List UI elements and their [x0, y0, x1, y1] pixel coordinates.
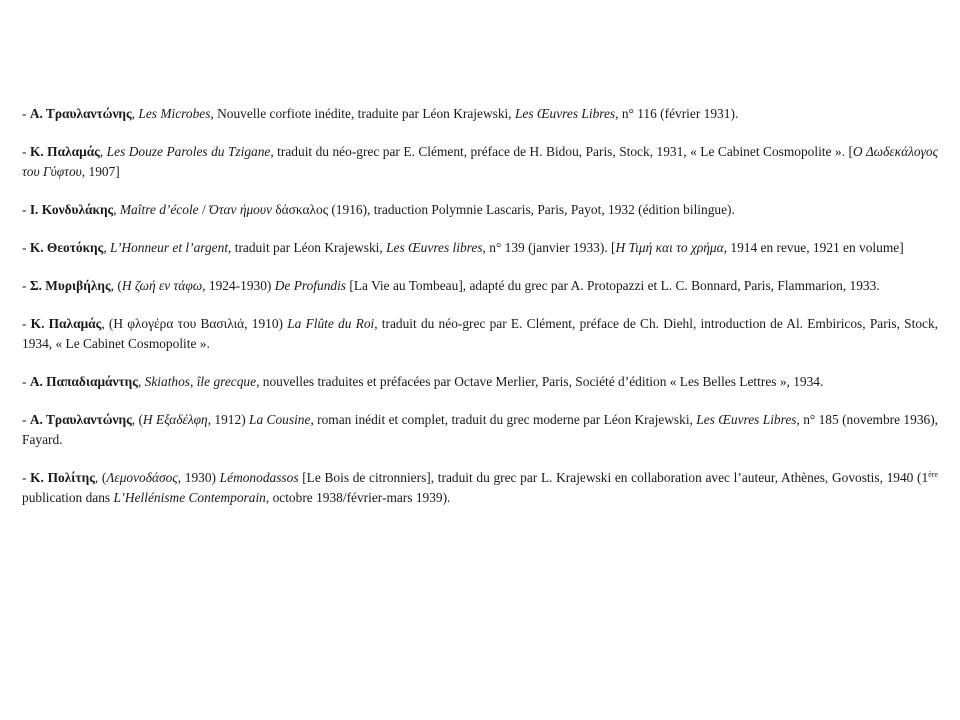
author-name: Κ. Θεοτόκης	[29, 240, 104, 255]
list-item: - Κ. Παλαμάς, Les Douze Paroles du Tzigane, traduit du néo-grec par E. Clément, préface de H. Bidou, Paris, Stock, 1931, « Le Cabinet Cosmopolite ». [Ο Δωδεκάλογος του Γύφτου, 1907]	[22, 144, 938, 179]
work-title: La Flûte du Roi	[287, 316, 375, 331]
author-name: Σ. Μυριβήλης	[29, 278, 111, 293]
original-title: Η ζωή εν τάφω	[121, 278, 203, 293]
bibliography-list	[22, 104, 938, 526]
author-name: Κ. Παλαμάς	[29, 144, 100, 159]
list-item: - Κ. Παλαμάς, (Η φλογέρα του Βασιλιά, 1910) La Flûte du Roi, traduit du néo-grec par E. Clément, préface de Ch. Diehl, introduction de Al. Embiricos, Paris, Stock, 1934, « Le Cabinet Cosmopolite ».	[22, 316, 939, 351]
list-item: - Σ. Μυριβήλης, (Η ζωή εν τάφω, 1924-1930) De Profundis [La Vie au Tombeau], adapté du grec par A. Protopazzi et L. C. Bonnard, Paris, Flammarion, 1933.	[22, 278, 880, 293]
list-item: - Κ. Πολίτης, (Λεμονοδάσος, 1930) Lémonodassos [Le Bois de citronniers], traduit du grec par L. Krajewski en collaboration avec l’auteur, Athènes, Govostis, 1940 (1ère publication dans L’Hellénisme Contemporain, octobre 1938/février-mars 1939).	[22, 470, 938, 505]
list-item: - Α. Τραυλαντώνης, Les Microbes, Nouvelle corfiote inédite, traduite par Léon Krajewski, Les Œuvres Libres, n° 116 (février 1931).	[22, 106, 739, 121]
list-item: - Ι. Κονδυλάκης, Maître d’école / Όταν ήμουν δάσκαλος (1916), traduction Polymnie Lascaris, Paris, Payot, 1932 (édition bilingue).	[22, 202, 735, 217]
author-name: Α. Τραυλαντώνης	[29, 106, 132, 121]
list-item: - Κ. Θεοτόκης, L’Honneur et l’argent, traduit par Léon Krajewski, Les Œuvres libres, n° 139 (janvier 1933). [Η Τιμή και το χρήμα, 1914 en revue, 1921 en volume]	[22, 240, 904, 255]
work-title: L’Honneur et l’argent	[110, 240, 229, 255]
work-title: Skiathos, île grecque	[144, 374, 257, 389]
work-title: La Cousine	[249, 412, 311, 427]
journal-title: Les Œuvres libres	[386, 240, 483, 255]
original-title: Όταν ήμουν	[209, 202, 272, 217]
journal-title: Les Œuvres Libres	[514, 106, 616, 121]
list-item: - Α. Παπαδιαμάντης, Skiathos, île grecque, nouvelles traduites et préfacées par Octave Merlier, Paris, Société d’édition « Les Belles Lettres », 1934.	[22, 374, 824, 389]
author-name: Ι. Κονδυλάκης	[29, 202, 114, 217]
list-item: - Α. Τραυλαντώνης, (Η Εξαδέλφη, 1912) La Cousine, roman inédit et complet, traduit du grec moderne par Léon Krajewski, Les Œuvres Libres, n° 185 (novembre 1936), Fayard.	[22, 412, 939, 447]
author-name: Α. Παπαδιαμάντης	[29, 374, 138, 389]
journal-title: Les Œuvres Libres	[696, 412, 797, 427]
work-title: Les Microbes	[138, 106, 211, 121]
author-name: Κ. Παλαμάς	[30, 316, 102, 331]
superscript: ère	[928, 470, 938, 479]
work-title: Maître d’école	[119, 202, 199, 217]
original-title: Η Εξαδέλφη	[142, 412, 208, 427]
author-name: Κ. Πολίτης	[30, 470, 95, 485]
journal-title: L’Hellénisme Contemporain	[113, 490, 266, 505]
work-title: Lémonodassos	[219, 470, 299, 485]
work-title: Les Douze Paroles du Tzigane	[106, 144, 271, 159]
work-title: De Profundis	[274, 278, 347, 293]
original-title: Η Τιμή και το χρήμα	[615, 240, 724, 255]
original-title: Λεμονοδάσος	[106, 470, 178, 485]
author-name: Α. Τραυλαντώνης	[29, 412, 132, 427]
original-title: Ο Δωδεκάλογος του Γύφτου	[22, 144, 938, 179]
